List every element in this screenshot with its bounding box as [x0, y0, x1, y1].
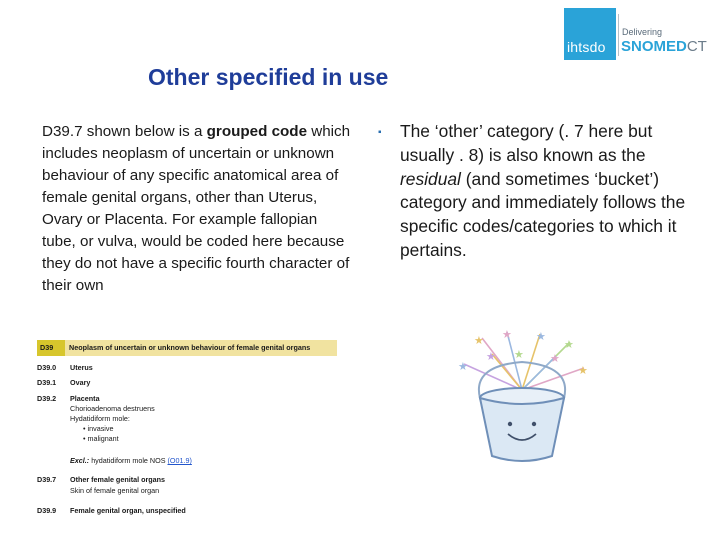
- ihtsdo-logo: [564, 8, 616, 60]
- icd-exclusion-text: [70, 456, 192, 465]
- right-text-italic: residual: [400, 168, 461, 189]
- icd-header-desc: Neoplasm of uncertain or unknown behaviour of female genital organs: [65, 340, 337, 356]
- svg-text:★: ★: [514, 348, 524, 361]
- icd-code: D39.7: [37, 475, 57, 484]
- ihtsdo-logo-text: ihtsdo: [567, 39, 606, 55]
- bullet-icon: ▪: [378, 127, 382, 138]
- left-text-part2: which includes neoplasm of uncertain or unknown behaviour of any specific anatomical area of female genital organs, other than Uterus, Ovary or Placenta. For example fallopian tube, or vulva, would be coded here because they do not have a specific fourth character of their own: [42, 123, 351, 294]
- bucket-body: [480, 398, 564, 461]
- left-text-bold: grouped code: [206, 123, 308, 140]
- bucket-eye-right: [532, 422, 536, 426]
- icd-desc: Uterus: [70, 363, 93, 372]
- bucket-illustration: [452, 328, 592, 468]
- excl-link[interactable]: (O01.9): [167, 456, 192, 465]
- icd-desc: Ovary: [70, 378, 91, 387]
- svg-text:★: ★: [550, 352, 560, 365]
- icd-code: D39.0: [37, 363, 57, 372]
- svg-text:★: ★: [458, 360, 468, 373]
- icd-code: D39.1: [37, 378, 57, 387]
- svg-text:★: ★: [536, 330, 546, 343]
- icd-table-excerpt: [37, 340, 342, 522]
- icd-code: D39.9: [37, 506, 57, 515]
- svg-text:★: ★: [578, 364, 588, 377]
- bucket-eye-left: [508, 422, 512, 426]
- right-bullet-text: [400, 120, 698, 263]
- icd-subnote-text: • invasive: [83, 424, 114, 433]
- icd-note-text: Skin of female genital organ: [70, 486, 160, 495]
- svg-text:★: ★: [564, 338, 574, 351]
- icd-subnote-text: • malignant: [83, 434, 119, 443]
- logo-tagline: Delivering: [622, 27, 663, 37]
- icd-desc: Placenta: [70, 394, 100, 403]
- excl-text: hydatidiform mole NOS: [91, 456, 168, 465]
- right-bullet-block: [378, 120, 698, 263]
- ct-brand: CT: [686, 38, 707, 55]
- page-title: Other specified in use: [148, 64, 389, 90]
- svg-text:★: ★: [486, 350, 496, 363]
- right-text-part1: The ‘other’ category (. 7 here but usually . 8) is also known as the: [400, 121, 653, 165]
- left-paragraph: [42, 121, 354, 297]
- icd-table-header: [37, 340, 337, 356]
- right-text-part2: (and sometimes ‘bucket’) category and immediately follows the specific codes/categories to which it pertains.: [400, 168, 686, 260]
- svg-text:★: ★: [474, 334, 484, 347]
- icd-desc: Other female genital organs: [70, 475, 166, 484]
- snomed-brand: SNOMED: [621, 38, 687, 55]
- icd-header-code: D39: [37, 340, 65, 356]
- icd-note-text: Hydatidiform mole:: [70, 414, 130, 423]
- excl-label: Excl.:: [70, 456, 90, 465]
- icd-code: D39.2: [37, 394, 57, 403]
- left-text-part1: D39.7 shown below is a: [42, 123, 207, 140]
- logo-divider: [618, 14, 619, 56]
- icd-note-text: Chorioadenoma destruens: [70, 404, 155, 413]
- icd-desc: Female genital organ, unspecified: [70, 506, 186, 515]
- snomed-ct-logo: [621, 38, 707, 55]
- svg-text:★: ★: [502, 328, 512, 341]
